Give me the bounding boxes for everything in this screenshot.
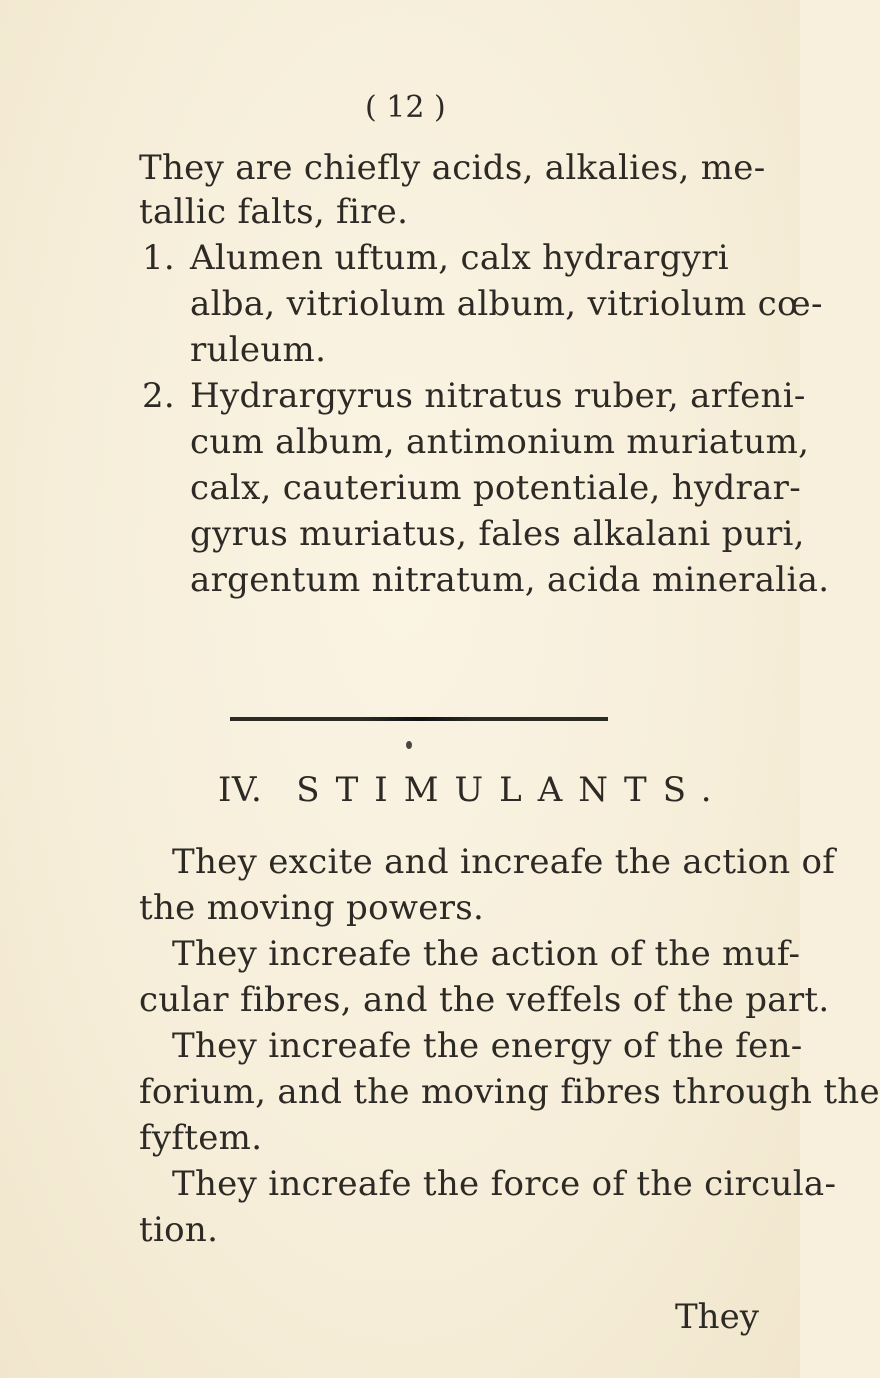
list-item-line: Alumen uftum, calx hydrargyri — [190, 238, 729, 278]
body-line: They excite and increafe the action of — [172, 842, 836, 882]
catchword: They — [675, 1297, 759, 1337]
intro-line: tallic falts, fire. — [139, 192, 409, 232]
body-line: the moving powers. — [139, 888, 485, 928]
page-number: ( 12 ) — [365, 90, 446, 125]
list-item-line: ruleum. — [190, 330, 327, 370]
list-item-line: cum album, antimonium muriatum, — [190, 422, 810, 462]
section-numeral: IV. — [218, 770, 263, 810]
section-divider — [230, 717, 608, 721]
body-line: cular fibres, and the veffels of the part. — [139, 980, 830, 1020]
section-title: STIMULANTS. — [296, 770, 728, 810]
body-line: They increafe the action of the muf- — [172, 934, 801, 974]
list-item-number: 1. — [142, 238, 176, 278]
list-item-line: argentum nitratum, acida mineralia. — [190, 560, 830, 600]
body-line: They increafe the energy of the fen- — [172, 1026, 803, 1066]
body-line: fyftem. — [139, 1118, 263, 1158]
body-line: They increafe the force of the circula- — [172, 1164, 837, 1204]
body-line: tion. — [139, 1210, 219, 1250]
list-item-line: alba, vitriolum album, vitriolum cœ- — [190, 284, 823, 324]
intro-line: They are chiefly acids, alkalies, me- — [139, 148, 766, 188]
list-item-line: calx, cauterium potentiale, hydrar- — [190, 468, 802, 508]
body-line: forium, and the moving fibres through the — [139, 1072, 880, 1112]
list-item-line: Hydrargyrus nitratus ruber, arfeni- — [190, 376, 806, 416]
section-heading — [218, 770, 728, 810]
list-item-line: gyrus muriatus, fales alkalani puri, — [190, 514, 805, 554]
list-item-number: 2. — [142, 376, 176, 416]
divider-ornament — [406, 741, 412, 749]
